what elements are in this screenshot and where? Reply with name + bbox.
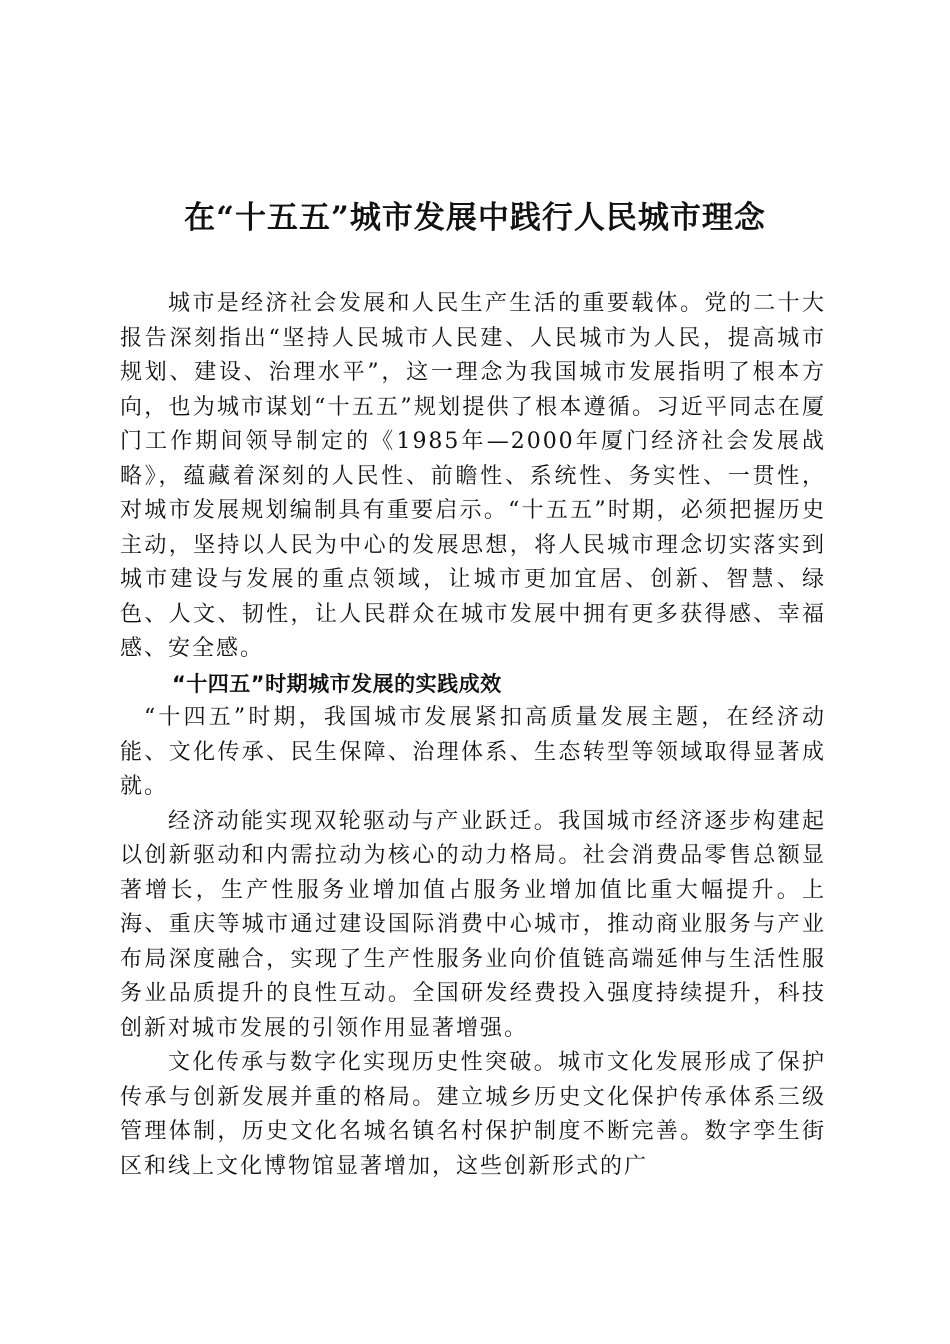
section-paragraph-1: “十四五”时期，我国城市发展紧扣高质量发展主题，在经济动能、文化传承、民生保障、治理体系、生态转型等领域取得显著成就。 [120,705,826,799]
section-paragraph-3: 文化传承与数字化实现历史性突破。城市文化发展形成了保护传承与创新发展并重的格局。建立城乡历史文化保护传承体系三级管理体制，历史文化名城名镇名村保护制度不断完善。数字孪生街区和线上文化博物馆显著增加，这些创新形式的广 [120,1050,826,1179]
section-paragraph-2: 经济动能实现双轮驱动与产业跃迁。我国城市经济逐步构建起以创新驱动和内需拉动为核心的动力格局。社会消费品零售总额显著增长，生产性服务业增加值占服务业增加值比重大幅提升。上海、重庆等城市通过建设国际消费中心城市，推动商业服务与产业布局深度融合，实现了生产性服务业向价值链高端延伸与生活性服务业品质提升的良性互动。全国研发经费投入强度持续提升，科技创新对城市发展的引领作用显著增强。 [120,808,826,1041]
document-body [120,287,826,1184]
section-heading: “十四五”时期城市发展的实践成效 [172,671,502,696]
document-title: 在“十五五”城市发展中践行人民城市理念 [184,200,766,236]
intro-paragraph: 城市是经济社会发展和人民生产生活的重要载体。党的二十大报告深刻指出“坚持人民城市人民建、人民城市为人民，提高城市规划、建设、治理水平”，这一理念为我国城市发展指明了根本方向，也为城市谋划“十五五”规划提供了根本遵循。习近平同志在厦门工作期间领导制定的《1985年—2000年厦门经济社会发展战略》，蕴藏着深刻的人民性、前瞻性、系统性、务实性、一贯性，对城市发展规划编制具有重要启示。“十五五”时期，必须把握历史主动，坚持以人民为中心的发展思想，将人民城市理念切实落实到城市建设与发展的重点领域，让城市更加宜居、创新、智慧、绿色、人文、韧性，让人民群众在城市发展中拥有更多获得感、幸福感、安全感。 [120,291,826,661]
